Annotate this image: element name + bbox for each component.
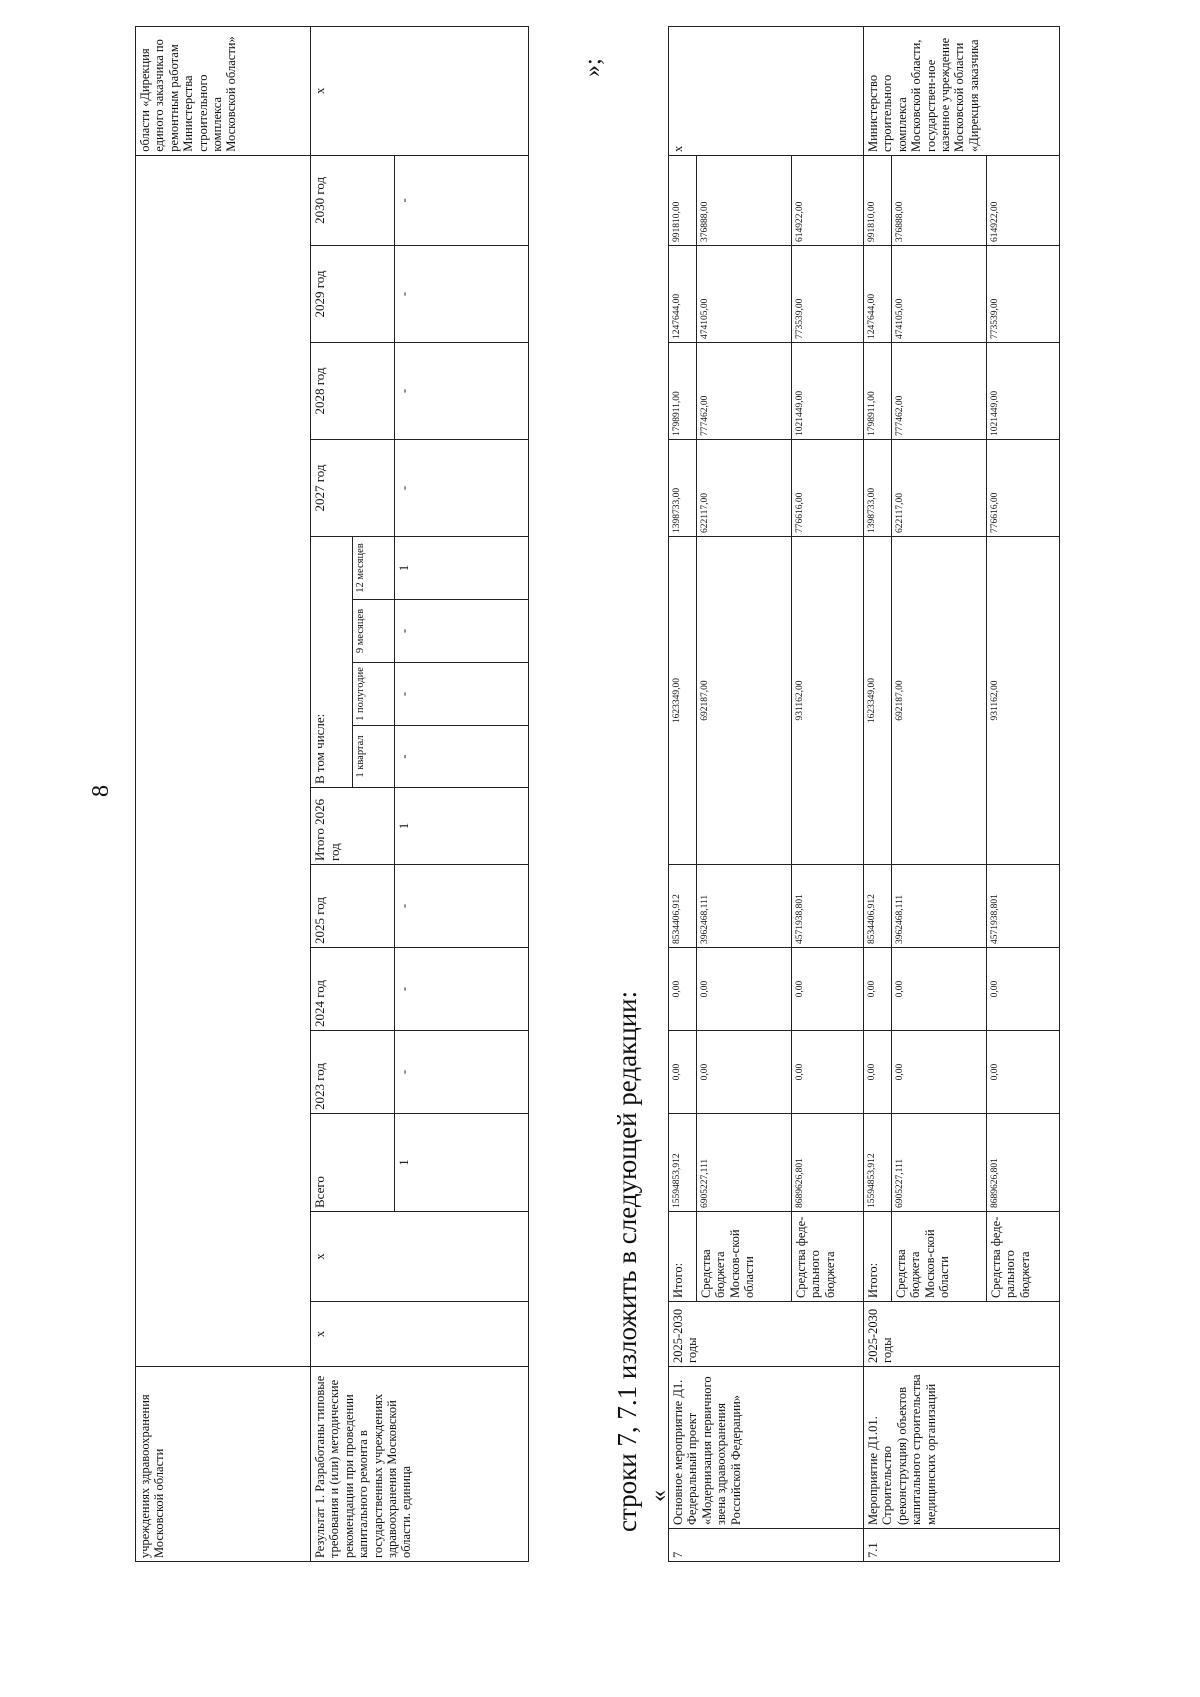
header-2023: 2023 год	[311, 1031, 395, 1114]
value-2024: 0,00	[892, 948, 987, 1031]
value-2025: 3962468,111	[892, 865, 987, 948]
value-2028: 1021449,00	[792, 343, 864, 440]
value-half-year: -	[395, 663, 529, 726]
value-total: 15594853,912	[864, 1114, 892, 1212]
source-label: Итого:	[864, 1212, 892, 1302]
value-2029: 773539,00	[792, 246, 864, 343]
header-2030: 2030 год	[311, 155, 395, 245]
value-2026: 692187,00	[697, 537, 792, 865]
row-name-cell: учреждениях здравоохранения Московской области	[136, 1367, 311, 1562]
table-row	[669, 27, 697, 1562]
page-number: 8	[88, 785, 114, 797]
source-label: Итого:	[669, 1212, 697, 1302]
value-2023: 0,00	[864, 1031, 892, 1114]
header-2027: 2027 год	[311, 440, 395, 537]
value-2024: 0,00	[987, 948, 1060, 1031]
period-cell: 2025-2030 годы	[669, 1302, 864, 1367]
value-2030: 376888,00	[697, 156, 792, 246]
value-2028: 1798911,00	[864, 343, 892, 440]
value-12-months: 1	[395, 537, 529, 600]
value-2024: 0,00	[669, 948, 697, 1031]
value-total: 6905227,111	[697, 1114, 792, 1212]
period-cell: 2025-2030 годы	[864, 1302, 1060, 1367]
value-2023: -	[395, 1031, 529, 1114]
value-2026: 1623349,00	[864, 537, 892, 865]
value-2030: 614922,00	[987, 156, 1060, 246]
row-number: 7	[669, 1529, 864, 1562]
value-2026: 1	[395, 788, 529, 865]
value-2030: 991810,00	[864, 156, 892, 246]
value-2026: 692187,00	[892, 537, 987, 865]
value-2025: 8534406,912	[669, 865, 697, 948]
value-2023: 0,00	[697, 1031, 792, 1114]
value-2026: 1623349,00	[669, 537, 697, 865]
value-2030: -	[395, 155, 529, 245]
value-2026: 931162,00	[792, 537, 864, 865]
result-executor-cell: x	[311, 26, 529, 155]
empty-cell	[136, 155, 311, 1366]
value-2027: -	[395, 440, 529, 537]
value-2027: 776616,00	[792, 440, 864, 537]
header-total: Всего	[311, 1114, 395, 1212]
row-name-cell: Основное мероприятие Д1. Федеральный проект «Модернизация первичного звена здравоохранения Российской Федерации»	[669, 1367, 864, 1529]
value-2025: 4571938,801	[987, 865, 1060, 948]
row-name-cell: Мероприятие Д1.01. Строительство (реконструкция) объектов капитального строительства медицинских организаций	[864, 1367, 1060, 1529]
value-2030: 614922,00	[792, 156, 864, 246]
value-2029: 474105,00	[697, 246, 792, 343]
header-2028: 2028 год	[311, 343, 395, 440]
value-total: 15594853,912	[669, 1114, 697, 1212]
value-2024: 0,00	[864, 948, 892, 1031]
value-total: 8689626,801	[792, 1114, 864, 1212]
value-total: 8689626,801	[987, 1114, 1060, 1212]
value-total: 1	[395, 1114, 529, 1212]
source-label: Средства феде-рального бюджета	[792, 1212, 864, 1302]
source-label: Средства бюджета Москов-ской области	[697, 1212, 792, 1302]
value-9-months: -	[395, 600, 529, 663]
value-2027: 622117,00	[697, 440, 792, 537]
table-row	[136, 26, 311, 1561]
value-2028: 1798911,00	[669, 343, 697, 440]
value-2027: 1398733,00	[864, 440, 892, 537]
value-2029: 773539,00	[987, 246, 1060, 343]
value-2029: -	[395, 246, 529, 343]
value-q1: -	[395, 726, 529, 788]
value-2028: -	[395, 343, 529, 440]
value-2029: 1247644,00	[669, 246, 697, 343]
value-2023: 0,00	[669, 1031, 697, 1114]
value-2027: 776616,00	[987, 440, 1060, 537]
source-cell: x	[311, 1212, 529, 1302]
result-name-cell: Результат 1. Разработаны типовые требования и (или) методические рекомендации при проведении капитального ремонта в государственных учреждениях здравоохранения Московской области. единица	[311, 1367, 529, 1562]
opening-quote: «	[646, 1490, 672, 1502]
header-half-year: 1 полугодие	[353, 663, 395, 726]
row-number: 7.1	[864, 1529, 1060, 1562]
closing-quote: »;	[580, 58, 606, 77]
executor-cell: области «Дирекция единого заказчика по ремонтным работам Министерства строительного комплекса Московской области»	[136, 26, 311, 155]
value-2028: 777462,00	[892, 343, 987, 440]
header-12-months: 12 месяцев	[353, 537, 395, 600]
period-cell: x	[311, 1302, 529, 1367]
value-2025: 3962468,111	[697, 865, 792, 948]
header-9-months: 9 месяцев	[353, 600, 395, 663]
value-2023: 0,00	[987, 1031, 1060, 1114]
value-2023: 0,00	[792, 1031, 864, 1114]
value-total: 6905227,111	[892, 1114, 987, 1212]
value-2023: 0,00	[892, 1031, 987, 1114]
upper-table	[135, 26, 529, 1562]
value-2024: 0,00	[792, 948, 864, 1031]
value-2028: 777462,00	[697, 343, 792, 440]
value-2025: 4571938,801	[792, 865, 864, 948]
header-including: В том числе:	[311, 537, 353, 788]
header-2026-total: Итого 2026 год	[311, 788, 395, 865]
header-2029: 2029 год	[311, 246, 395, 343]
executor-cell: Министерство строительного комплекса Московской области, государствен-ное казенное учреждение Московской области «Дирекция заказчика	[864, 27, 1060, 156]
value-2027: 622117,00	[892, 440, 987, 537]
value-2024: -	[395, 948, 529, 1031]
value-2025: 8534406,912	[864, 865, 892, 948]
value-2024: 0,00	[697, 948, 792, 1031]
value-2027: 1398733,00	[669, 440, 697, 537]
value-2026: 931162,00	[987, 537, 1060, 865]
lower-table	[668, 26, 1060, 1562]
amendment-heading: строки 7, 7.1 изложить в следующей редакции:	[612, 990, 642, 1532]
table-row	[864, 27, 892, 1562]
value-2028: 1021449,00	[987, 343, 1060, 440]
header-2024: 2024 год	[311, 948, 395, 1031]
header-2025: 2025 год	[311, 865, 395, 948]
source-label: Средства феде-рального бюджета	[987, 1212, 1060, 1302]
executor-cell: x	[669, 27, 864, 156]
value-2029: 474105,00	[892, 246, 987, 343]
table-row	[311, 26, 353, 1561]
value-2029: 1247644,00	[864, 246, 892, 343]
source-label: Средства бюджета Москов-ской области	[892, 1212, 987, 1302]
value-2030: 376888,00	[892, 156, 987, 246]
value-2030: 991810,00	[669, 156, 697, 246]
header-q1: 1 квартал	[353, 726, 395, 788]
value-2025: -	[395, 865, 529, 948]
